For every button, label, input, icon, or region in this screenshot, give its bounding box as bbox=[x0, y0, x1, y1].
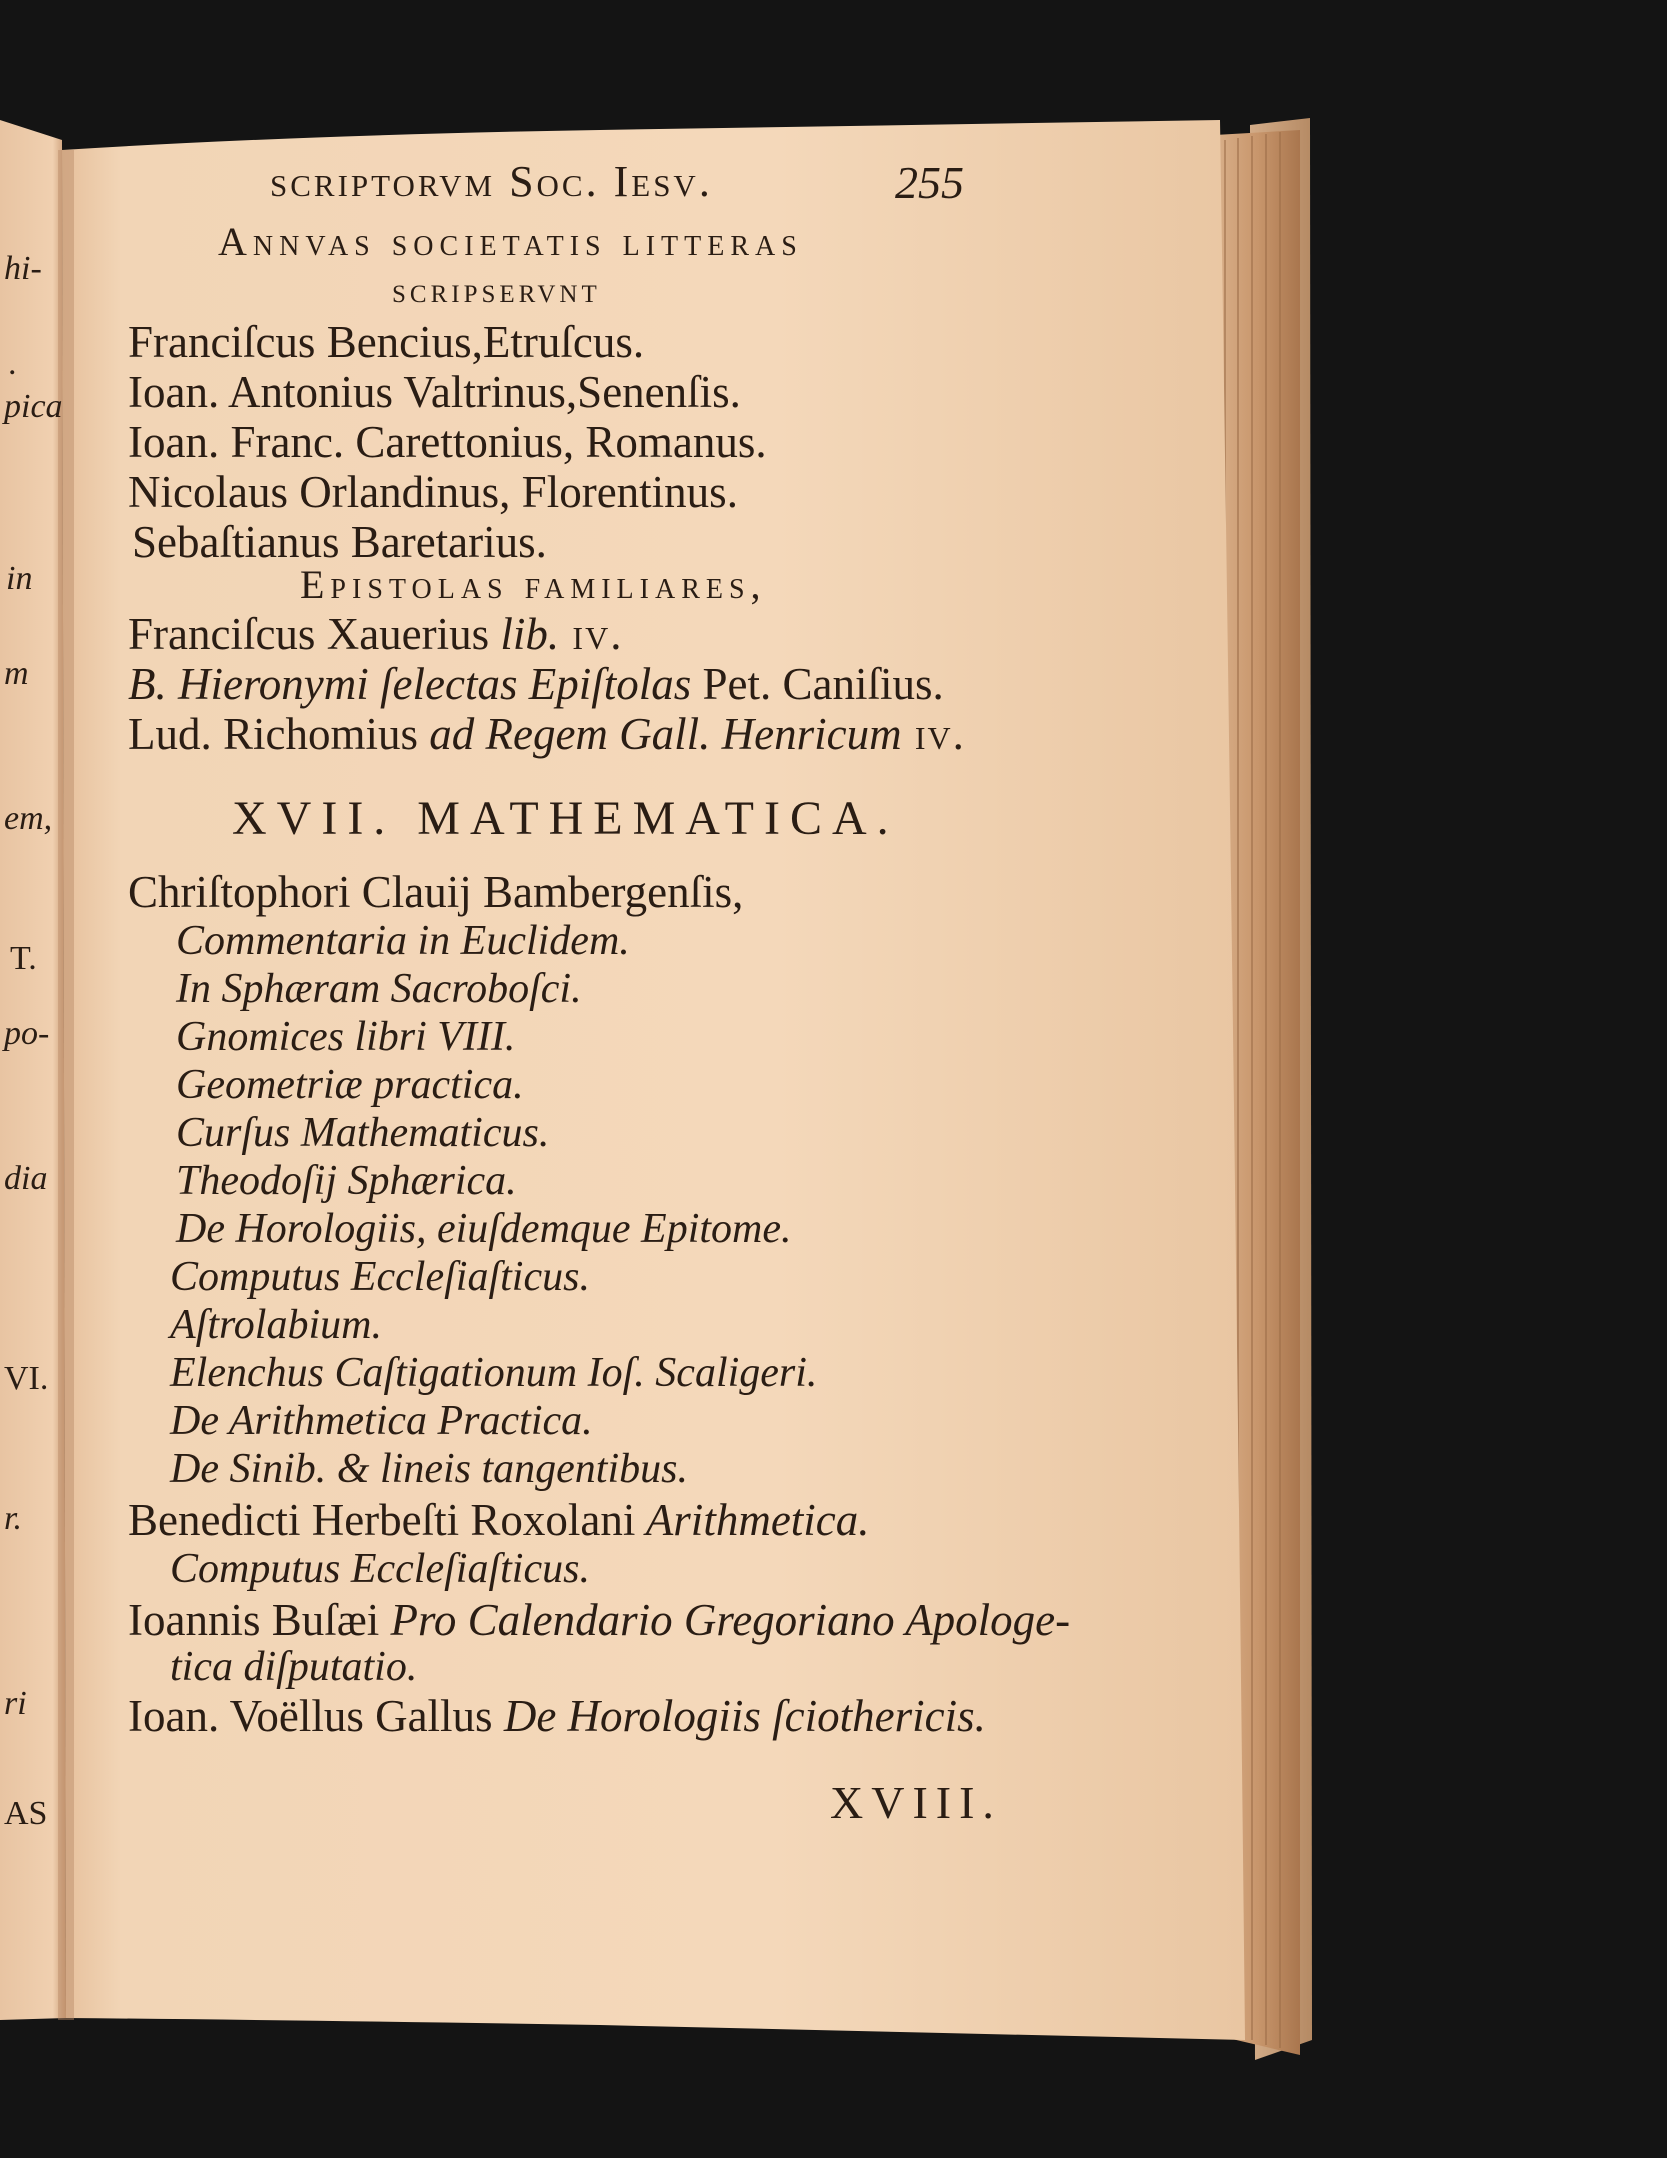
left-page-fragment: m bbox=[4, 655, 29, 692]
work-title: ad Regem Gall. Henricum bbox=[418, 709, 902, 759]
work-title: Theodoſij Sphærica. bbox=[176, 1158, 517, 1204]
left-page-fragment: in bbox=[6, 560, 33, 597]
left-page-fragment: VI. bbox=[4, 1360, 49, 1397]
annuas-heading-line2: scripservnt bbox=[392, 270, 601, 310]
work-title: De Horologiis, eiuſdemque Epitome. bbox=[176, 1206, 792, 1252]
running-head: scriptorvm Soc. Iesv. bbox=[270, 157, 713, 206]
author-line: Ioan. Antonius Valtrinus,Senenſis. bbox=[128, 367, 741, 417]
left-page-fragment: po- bbox=[4, 1015, 50, 1052]
author-line: Chriſtophori Clauij Bambergenſis, bbox=[128, 867, 744, 917]
work-title: Aſtrolabium. bbox=[170, 1302, 382, 1348]
author-line: Franciſcus Bencius,Etruſcus. bbox=[128, 317, 645, 367]
work-title: Geometriæ practica. bbox=[176, 1062, 524, 1108]
epistolas-line-3 bbox=[128, 709, 966, 759]
volume-count: iv. bbox=[559, 609, 624, 659]
author-line: Nicolaus Orlandinus, Florentinus. bbox=[128, 467, 738, 517]
page-number: 255 bbox=[895, 157, 964, 208]
voellus-line bbox=[128, 1691, 986, 1741]
left-page-fragment: r. bbox=[4, 1500, 22, 1537]
left-page-fragment: AS bbox=[4, 1795, 48, 1832]
author-name: Benedicti Herbeſti Roxolani bbox=[128, 1495, 636, 1545]
work-title: Gnomices libri VIII. bbox=[176, 1014, 516, 1060]
left-page-fragment: ri bbox=[4, 1685, 27, 1722]
work-title: Commentaria in Euclidem. bbox=[176, 918, 630, 964]
work-title: Arithmetica. bbox=[635, 1495, 870, 1545]
work-title: De Sinib. & lineis tangentibus. bbox=[170, 1446, 688, 1492]
author-name: Ioannis Buſæi bbox=[128, 1595, 380, 1645]
left-page-fragment: . bbox=[8, 345, 17, 382]
work-title: Curſus Mathematicus. bbox=[176, 1110, 550, 1156]
work-title: De Arithmetica Practica. bbox=[170, 1398, 593, 1444]
author-name: Franciſcus Xauerius bbox=[128, 609, 490, 659]
catchword: XVIII. bbox=[830, 1777, 1002, 1828]
work-title: B. Hieronymi ſelectas Epiſtolas bbox=[128, 659, 692, 709]
work-title: In Sphæram Sacroboſci. bbox=[176, 966, 582, 1012]
left-page-fragment: em, bbox=[4, 800, 53, 837]
author-name: Lud. Richomius bbox=[128, 709, 418, 759]
author-name: Ioan. Voëllus Gallus bbox=[128, 1691, 493, 1741]
volume-count: iv. bbox=[901, 709, 966, 759]
work-title: tica diſputatio. bbox=[170, 1644, 418, 1690]
left-page-fragment: pica bbox=[4, 388, 63, 425]
author-line: Sebaſtianus Baretarius. bbox=[132, 517, 547, 567]
epistolas-line-2 bbox=[128, 659, 944, 709]
work-title: Elenchus Caſtigationum Ioſ. Scaligeri. bbox=[170, 1350, 818, 1396]
author-line: Ioan. Franc. Carettonius, Romanus. bbox=[128, 417, 767, 467]
epistolas-heading: Epistolas familiares, bbox=[300, 562, 767, 607]
annuas-heading-line1: Annvas societatis litteras bbox=[218, 219, 803, 264]
left-page-fragment: T. bbox=[10, 940, 37, 977]
author-name: Pet. Caniſius. bbox=[691, 659, 944, 709]
work-title: Pro Calendario Gregoriano Apologe- bbox=[379, 1595, 1071, 1645]
work-title: Computus Eccleſiaſticus. bbox=[170, 1254, 590, 1300]
work-title: lib. bbox=[500, 609, 560, 659]
busaeus-line bbox=[128, 1595, 1071, 1645]
work-title: De Horologiis ſciothericis. bbox=[492, 1691, 986, 1741]
herbest-line bbox=[128, 1495, 870, 1545]
left-page-fragment: dia bbox=[4, 1160, 48, 1197]
work-title: Computus Eccleſiaſticus. bbox=[170, 1546, 590, 1592]
left-page-fragment: hi- bbox=[4, 250, 42, 287]
epistolas-line-1 bbox=[128, 609, 624, 659]
section-heading: XVII. MATHEMATICA. bbox=[232, 792, 899, 845]
